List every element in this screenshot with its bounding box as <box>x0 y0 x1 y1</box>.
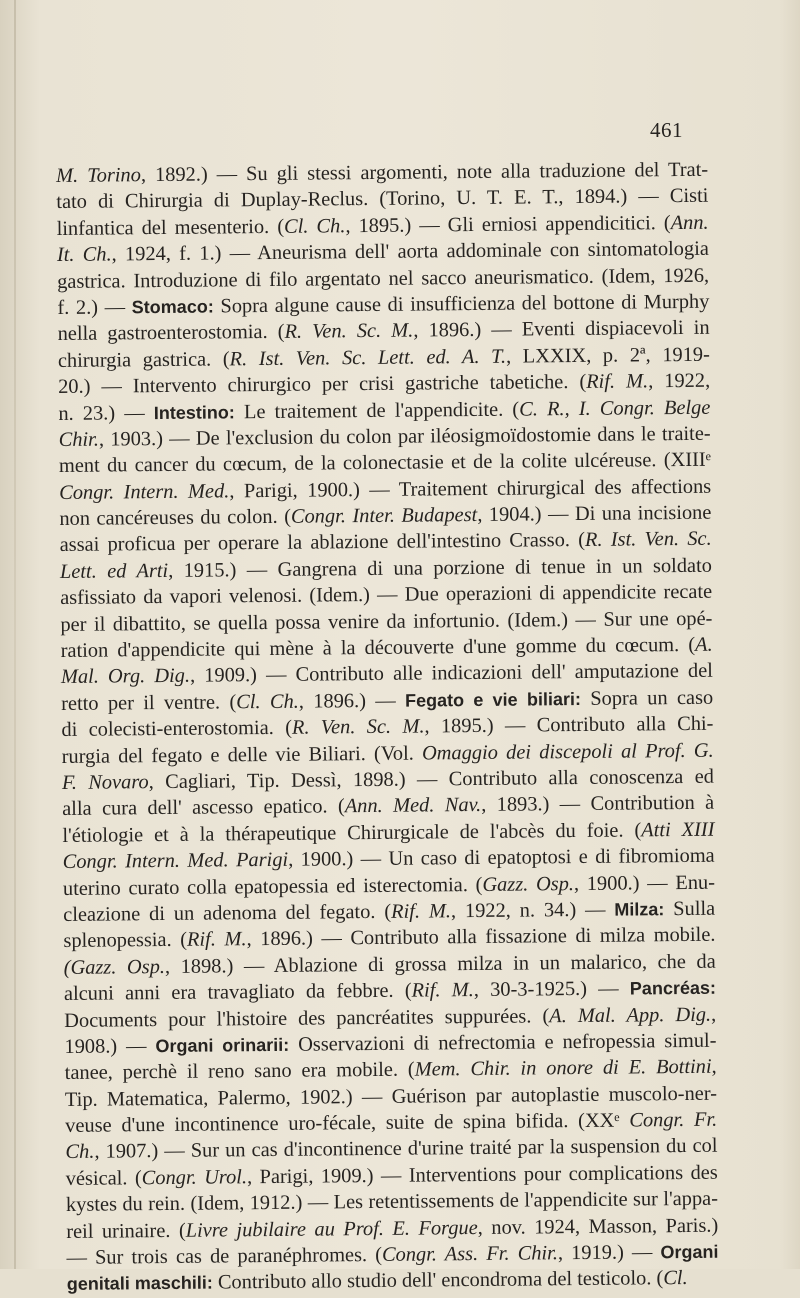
citation-source: C. R., I. Congr. Belge <box>519 396 711 421</box>
text-segment: , 1907.) — Sur un cas d'incontinence d'urine traité par la suspension du col <box>94 1135 718 1164</box>
text-segment: gastrica. Introduzione di filo argentato nel sacco aneurismatico. (Idem, 1926, <box>57 264 710 293</box>
section-heading: Fegato e vie biliari: <box>404 688 581 711</box>
section-heading: Organi orinarii: <box>155 1034 290 1056</box>
citation-source: R. Ven. Sc. M. <box>291 715 425 739</box>
text-segment: , 1896.) — Contributo alla fissazione di milza mobile. <box>246 924 716 951</box>
text-segment: , 1904.) — Di una incisione <box>477 501 712 527</box>
citation-source: Cl. Ch. <box>283 215 346 238</box>
citation-source: (Gazz. Osp. <box>63 955 166 979</box>
text-segment: uterino curato colla epatopessia ed isterectomia. ( <box>62 873 483 900</box>
text-segment: , 1915.) — Gangrena di una porzione di tenue in un soldato <box>168 554 713 582</box>
text-segment: per il dibattito, se quella possa venire da infortunio. (Idem.) — Sur une opé- <box>60 607 713 636</box>
text-segment: alcuni anni era travagliato da febbre. ( <box>63 979 412 1006</box>
citation-source: R. Ist. Ven. Sc. Lett. ed. A. T. <box>229 345 507 371</box>
text-segment: reil urinaire. ( <box>66 1219 186 1243</box>
citation-source: Cl. <box>663 1267 688 1290</box>
text-segment: , Parigi, 1909.) — Interventions pour complications des <box>246 1161 718 1189</box>
bibliography-text <box>56 157 719 1298</box>
text-segment: , 1922, <box>648 369 711 393</box>
text-segment: , Cagliari, Tip. Dessì, 1898.) — Contributo alla conoscenza ed <box>148 765 715 794</box>
citation-source: Ch. <box>65 1141 95 1164</box>
text-segment: , 1900.) — Enu- <box>573 871 716 895</box>
text-segment: Osservazioni di nefrectomia e nefropessia simul- <box>289 1029 717 1056</box>
text-segment: chirurgia gastrica. ( <box>57 348 230 372</box>
citation-source: Chir. <box>58 428 99 451</box>
text-segment: splenopessia. ( <box>63 929 188 953</box>
citation-source: Lett. ed Arti <box>59 559 169 583</box>
section-heading: genitali maschili: <box>66 1272 213 1295</box>
text-segment: tanee, perchè il reno sano era mobile. ( <box>64 1058 415 1085</box>
citation-source: Mem. Chir. in onore di E. Bottini <box>414 1056 712 1081</box>
citation-source: R. Ist. Ven. Sc. <box>584 528 712 552</box>
text-segment: Sopra algune cause di insufficienza del bottone di Murphy <box>213 290 710 318</box>
binding-gutter <box>14 0 16 1269</box>
text-segment: veuse d'une incontinence uro-fécale, suite de spina bifida. (XXᵉ <box>65 1109 630 1138</box>
text-segment: ment du cancer du cœcum, de la colonectasie et de la colite ulcéreuse. (XIIIᵉ <box>58 449 711 478</box>
text-segment: , 1892.) — Su gli stessi argomenti, note alla traduzione del Trat- <box>140 158 709 187</box>
text-segment: f. 2.) — <box>57 296 132 319</box>
citation-source: Livre jubilaire au Prof. E. Forgue <box>185 1216 478 1242</box>
citation-source: Rif. M. <box>186 928 247 952</box>
text-segment: Sulla <box>664 897 716 921</box>
text-segment: non cancéreuses du colon. ( <box>59 505 292 531</box>
section-heading: Milza: <box>614 899 665 920</box>
citation-source: Congr. Inter. Budapest <box>290 504 478 528</box>
text-segment: tato di Chirurgia di Duplay-Reclus. (Torino, U. T. E. T., 1894.) — Cisti <box>56 185 709 214</box>
text-segment: di colecisti-enterostomia. ( <box>61 716 293 742</box>
citation-source: Congr. Ass. Fr. Chir. <box>381 1242 559 1266</box>
text-segment: , 1895.) — Contributo alla Chi- <box>424 712 714 738</box>
text-segment: assai proficua per operare la ablazione dell'intestino Crasso. ( <box>59 529 586 557</box>
text-segment: Tip. Matematica, Palermo, 1902.) — Guérison par autoplastie muscolo-ner- <box>64 1082 718 1111</box>
citation-source: Rif. M. <box>411 979 474 1002</box>
citation-source: Congr. Fr. <box>629 1108 718 1132</box>
text-segment: , 30-3-1925.) — <box>473 977 630 1002</box>
citation-source: F. Novaro <box>61 771 149 794</box>
citation-source: Rif. M. <box>586 370 649 394</box>
section-heading: Pancréas: <box>629 977 717 999</box>
citation-source: M. Torino <box>56 164 141 187</box>
text-segment: , 1900.) — Un caso di epatoptosi e di fibromioma <box>288 844 715 871</box>
citation-source: Omaggio dei discepoli al Prof. G. <box>421 739 714 765</box>
citation-source: Congr. Intern. Med. Parigi <box>62 848 289 874</box>
text-segment: ration d'appendicite qui mène à la découverte d'une gomme du cœcum. ( <box>60 633 696 663</box>
citation-source: Ann. Med. Nav. <box>344 794 482 818</box>
text-segment: , 1893.) — Contribution à <box>481 792 715 817</box>
text-segment: asfissiato da vapori velenosi. (Idem.) — Due operazioni di appendicite recate <box>60 580 713 610</box>
citation-source: R. Ven. Sc. M. <box>284 319 414 344</box>
text-segment: cleazione di un adenoma del fegato. ( <box>63 900 392 926</box>
section-heading: Organi <box>660 1241 719 1263</box>
text-segment: — Sur trois cas de paranéphromes. ( <box>66 1243 383 1269</box>
citation-source: Gazz. Osp. <box>482 872 575 896</box>
section-heading: Stomaco: <box>131 296 214 318</box>
citation-source: Cl. Ch. <box>236 690 299 714</box>
text-segment: , <box>711 1055 717 1079</box>
citation-source: Rif. M. <box>391 900 452 923</box>
text-segment: nella gastroenterostomia. ( <box>57 321 285 346</box>
text-line <box>67 1265 719 1298</box>
text-segment: , nov. 1924, Masson, Paris.) <box>477 1214 719 1239</box>
text-segment: linfantica del mesenterio. ( <box>56 215 285 240</box>
text-segment: , LXXIX, p. 2ª, 1919- <box>505 343 710 368</box>
text-segment: , 1924, f. 1.) — Aneurisma dell' aorta addominale con sintomatologia <box>111 237 709 266</box>
text-segment: , 1919.) — <box>557 1241 661 1265</box>
text-segment: Contributo allo studio dell' encondroma del testicolo. ( <box>212 1267 664 1294</box>
text-segment: 1908.) — <box>64 1034 156 1058</box>
text-segment: , 1898.) — Ablazione di grossa milza in un malarico, che da <box>164 950 716 978</box>
text-segment: , 1909.) — Contributo alle indicazioni dell' amputazione del <box>189 660 714 688</box>
text-segment: , 1895.) — Gli erniosi appendicitici. ( <box>345 211 671 238</box>
text-segment: n. 23.) — <box>58 401 154 425</box>
text-segment: , 1896.) — Eventi dispiacevoli in <box>413 317 710 342</box>
citation-source: A. Mal. App. Dig. <box>549 1003 712 1027</box>
citation-source: Mal. Org. Dig. <box>60 665 191 689</box>
text-segment: l'étiologie et à la thérapeutique Chirurgicale de l'abcès du foie. ( <box>62 819 642 847</box>
text-segment: , <box>710 1003 717 1026</box>
citation-source: Congr. Intern. Med. <box>59 480 230 504</box>
citation-source: A. <box>694 633 713 656</box>
text-segment: retto per il ventre. ( <box>61 691 237 715</box>
text-segment: Sopra un caso <box>580 686 714 710</box>
citation-source: Atti XIII <box>641 818 715 842</box>
text-segment: , 1922, n. 34.) — <box>450 898 615 923</box>
text-segment: , 1903.) — De l'exclusion du colon par iléosigmoïdostomie dans le traite- <box>98 422 711 451</box>
page-number: 461 <box>650 118 683 142</box>
text-segment: vésical. ( <box>65 1167 142 1190</box>
text-segment: Le traitement de l'appendicite. ( <box>234 398 520 423</box>
citation-source: It. Ch. <box>56 243 112 267</box>
citation-source: Ann. <box>670 211 709 234</box>
text-segment: kystes du rein. (Idem, 1912.) — Les retentissements de l'appendicite sur l'appa- <box>65 1187 719 1217</box>
text-segment: 20.) — Intervento chirurgico per crisi gastriche tabetiche. ( <box>58 371 587 399</box>
text-segment: alla cura dell' ascesso epatico. ( <box>62 795 345 821</box>
text-segment: Documents pour l'histoire des pancréatites suppurées. ( <box>64 1004 550 1032</box>
text-segment: , 1896.) — <box>298 689 406 713</box>
section-heading: Intestino: <box>153 401 235 423</box>
citation-source: Congr. Urol. <box>141 1166 248 1190</box>
text-segment: , Parigi, 1900.) — Traitement chirurgical des affections <box>229 475 712 503</box>
text-segment: rurgia del fegato e delle vie Biliari. (Vol. <box>61 742 423 768</box>
